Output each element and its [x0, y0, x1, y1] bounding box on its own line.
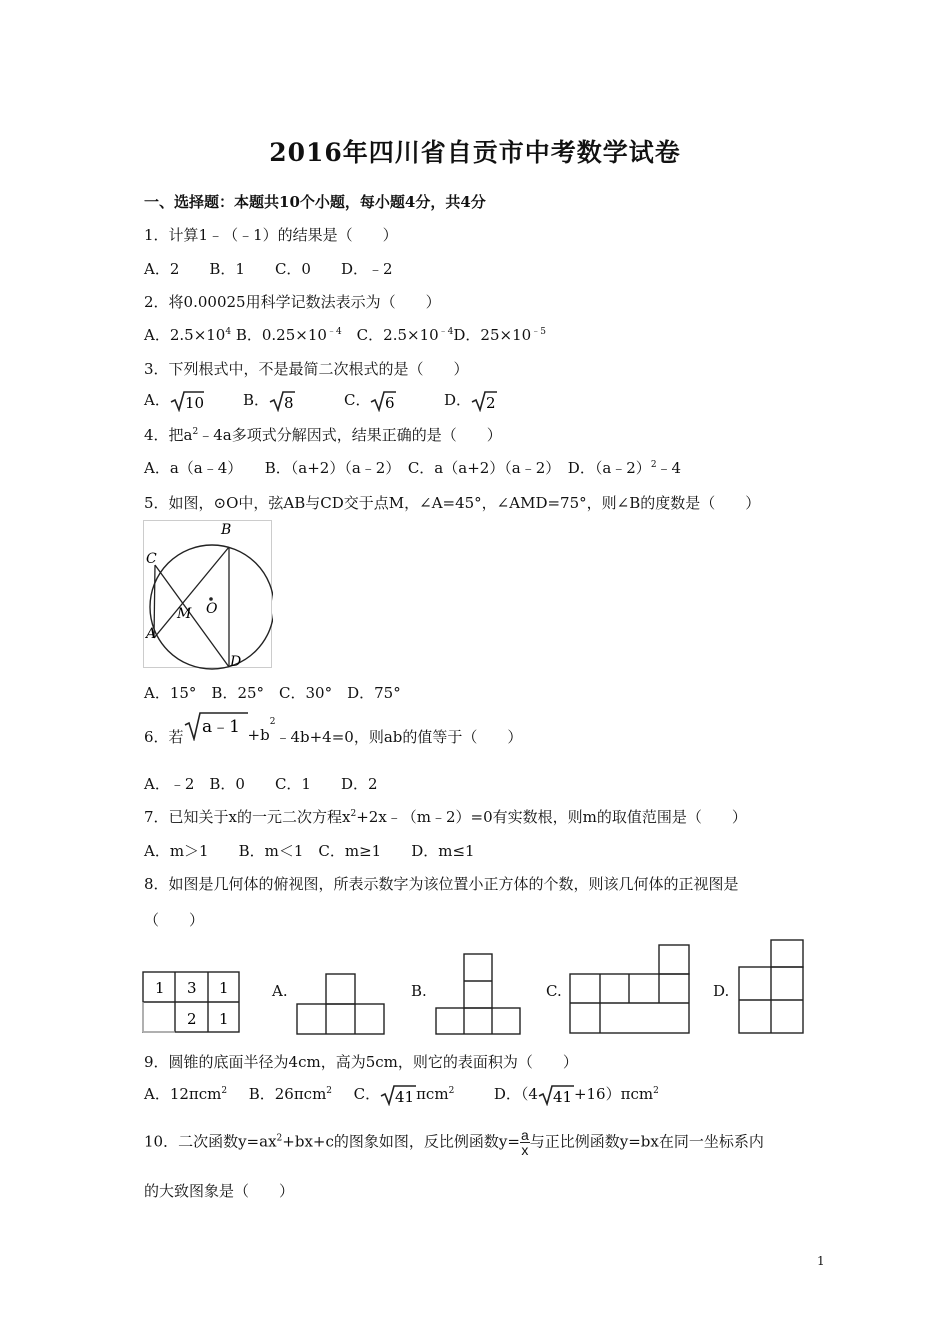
sqrt-symbol: [269, 390, 295, 412]
q8-paren: （ ）: [144, 911, 205, 929]
q6-post-a: +b: [247, 726, 270, 744]
q4-stem-pre: 4．把a: [144, 426, 193, 444]
q9-option-c-exp: 2: [448, 1086, 455, 1096]
q4-stem-post: ﹣4a多项式分解因式，结果正确的是（ ）: [198, 426, 502, 444]
q7-exp: 2: [350, 809, 357, 819]
q9-stem: 9．圆锥的底面半径为4cm，高为5cm，则它的表面积为（ ）: [144, 1053, 578, 1071]
q3-option-c-radicand: 6: [385, 394, 396, 412]
q8-option-a-label: A.: [272, 982, 288, 1000]
q6-pre: 6．若: [144, 728, 184, 746]
q6-radicand: a﹣1: [201, 717, 240, 737]
q3-option-d-label: D．: [444, 391, 472, 409]
q9-options: [144, 1083, 659, 1106]
q2-option-b: B．0.25×10: [231, 326, 327, 344]
q3-stem: 3．下列根式中，不是最简二次根式的是（ ）: [144, 360, 469, 378]
chord-cd: [155, 565, 229, 667]
grid-cell-4: 2: [187, 1010, 197, 1028]
q2-stem: 2．将0.00025用科学记数法表示为（ ）: [144, 293, 441, 311]
q3-option-a: [144, 389, 204, 412]
q6-options: A．﹣2 B．0 C．1 D．2: [144, 775, 378, 793]
q10-post: 与正比例函数y=bx在同一坐标系内: [529, 1132, 764, 1151]
q5-stem: 5．如图，⊙O中，弦AB与CD交于点M，∠A=45°，∠AMD=75°，则∠B的度数是（ ）: [144, 494, 761, 512]
chord-ab: [154, 547, 229, 638]
q8-option-c-view: [568, 943, 692, 1036]
q10-fraction: [520, 1128, 530, 1157]
q9-option-c-radicand: 41: [395, 1088, 415, 1106]
q5-options: A．15° B．25° C．30° D．75°: [144, 684, 401, 702]
q7-options: A．m＞1 B．m＜1 C．m≥1 D．m≤1: [144, 842, 475, 860]
q8-option-b-label: B.: [411, 982, 427, 1000]
q4-stem: [144, 424, 502, 445]
q6-stem: 6．若 a﹣1 $+b^2﹣4b+4=0$，则ab的值等于（ ）: [144, 711, 522, 747]
q4-options-post: ﹣4: [656, 459, 682, 477]
q10-exp: 2: [276, 1133, 283, 1144]
q2-options: [144, 324, 546, 345]
q9-option-a-exp: 2: [221, 1086, 228, 1096]
grid-cell-1: 1: [155, 979, 165, 997]
q9-option-d-post: +16）πcm: [573, 1085, 654, 1103]
q10-mid: +bx+c的图象如图，反比例函数y=: [282, 1132, 520, 1151]
q8-option-b-view: [435, 950, 523, 1036]
sqrt-symbol: [471, 390, 497, 412]
q2-option-b-exp: ﹣4: [326, 327, 342, 337]
label-b: B: [221, 522, 232, 538]
sqrt-symbol: [184, 711, 248, 741]
label-a: A: [146, 626, 157, 642]
grid-cell-5: 1: [219, 1010, 229, 1028]
q8-option-d-view: [737, 938, 805, 1036]
q8-option-a-view: [296, 972, 386, 1036]
fraction-numerator: a: [520, 1127, 529, 1143]
q7-stem: [144, 806, 747, 827]
q5-circle-figure: [143, 520, 273, 670]
q9-option-d-exp: 2: [653, 1086, 659, 1096]
q3-option-c: [344, 389, 396, 412]
q4-options-pre: A．a（a﹣4） B．（a+2）（a﹣2） C．a（a+2）（a﹣2） D．（a﹣2）: [144, 459, 651, 477]
q3-option-a-label: A．: [144, 391, 170, 409]
q9-option-c-post: πcm: [416, 1085, 449, 1103]
q4-options-exp: 2: [650, 460, 657, 470]
q2-option-c: C．2.5×10: [341, 326, 439, 344]
q2-option-a: A．2.5×10: [144, 326, 226, 344]
q10-line2: 的大致图象是（ ）: [144, 1182, 295, 1200]
q4-stem-exp: 2: [192, 427, 199, 437]
q7-post: +2x﹣（m﹣2）=0有实数根，则m的取值范围是（ ）: [356, 808, 747, 826]
grid-cell-3: 1: [219, 979, 229, 997]
label-m: M: [177, 606, 192, 622]
q10-pre: 10．二次函数y=ax: [144, 1132, 277, 1151]
q9-option-a: A．12πcm: [144, 1085, 222, 1103]
q3-option-b: [243, 389, 295, 412]
q2-option-a-exp: 4: [225, 327, 232, 337]
q2-option-d: D．25×10: [453, 326, 532, 344]
q9-option-c: C．: [353, 1085, 381, 1103]
sqrt-symbol: [380, 1084, 416, 1106]
q3-option-d-radicand: 2: [486, 394, 496, 412]
label-d: D: [230, 654, 242, 670]
sqrt-symbol: [370, 390, 396, 412]
q2-option-d-exp: ﹣5: [531, 327, 546, 337]
q8-option-c-label: C.: [546, 982, 562, 1000]
q9-option-d-pre: D．（4: [493, 1085, 538, 1103]
section-heading-choice: 一、选择题：本题共10个小题，每小题4分，共4分: [144, 193, 486, 211]
q9-option-d-radicand: 41: [552, 1088, 573, 1106]
sqrt-symbol: [538, 1084, 574, 1106]
q3-option-d: [444, 389, 497, 412]
fraction-denominator: x: [521, 1142, 529, 1158]
label-o: O: [206, 601, 218, 617]
q10-stem: [144, 1128, 764, 1157]
grid-cell-2: 3: [187, 979, 197, 997]
q6-post-b: ﹣4b+4=0，则ab的值等于（ ）: [275, 728, 523, 746]
q1-stem: 1．计算1﹣（﹣1）的结果是（ ）: [144, 226, 398, 244]
q3-option-b-label: B．: [243, 391, 270, 409]
q3-option-c-label: C．: [344, 391, 371, 409]
q9-option-b-exp: 2: [326, 1086, 333, 1096]
sqrt-symbol: [170, 390, 204, 412]
q8-top-view-grid: [142, 970, 242, 1036]
q3-option-a-radicand: 10: [184, 394, 204, 412]
q1-options: A．2 B．1 C．0 D．﹣2: [144, 260, 393, 278]
q2-option-c-exp: ﹣4: [438, 327, 454, 337]
q4-options: [144, 457, 681, 478]
page-title: 2016年四川省自贡市中考数学试卷: [269, 138, 681, 167]
page-number: 1: [817, 1254, 825, 1268]
q8-option-d-label: D.: [713, 982, 730, 1000]
q8-stem: 8．如图是几何体的俯视图，所表示数字为该位置小正方体的个数，则该几何体的正视图是: [144, 875, 739, 893]
label-c: C: [146, 551, 157, 567]
q3-option-b-radicand: 8: [284, 394, 294, 412]
q9-option-b: B．26πcm: [248, 1085, 327, 1103]
q7-pre: 7．已知关于x的一元二次方程x: [144, 808, 351, 826]
